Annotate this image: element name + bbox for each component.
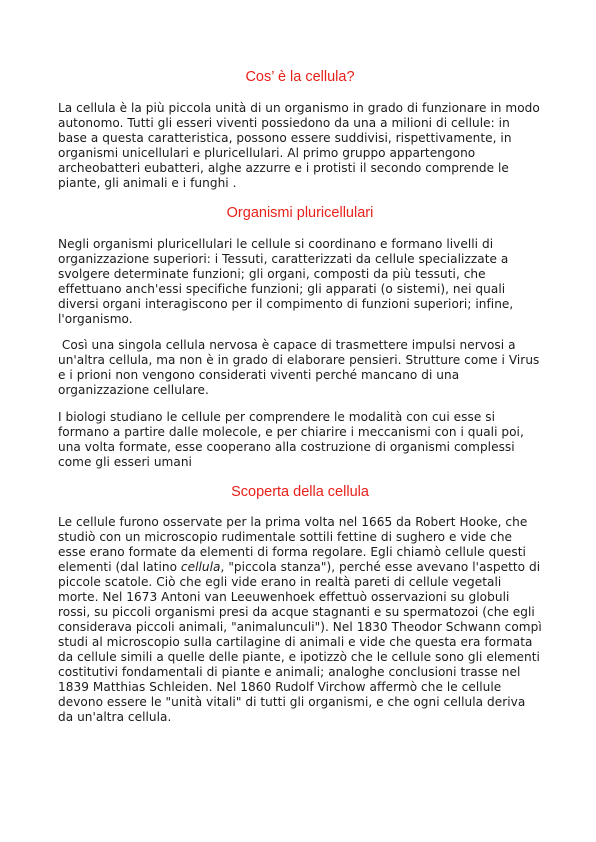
- section-heading-discovery: Scoperta della cellula: [231, 484, 369, 500]
- discovery-text-start: Le cellule furono osservate per la prima volta nel 1665 da Robert Hooke, che studiò con un microscopio rudimentale sottili fettine di sughero e vide che esse erano formate da elementi di forma regolare. Egli chiamò cellule questi elementi (dal latino: [58, 515, 528, 574]
- organisms-paragraph-3: I biologi studiano le cellule per comprendere le modalità con cui esse si formano a partire dalle molecole, e per chiarire i meccanismi con i quali poi, una volta formate, esse cooperano alla costruzione di organismi complessi come gli esseri umani: [58, 410, 524, 469]
- latin-term: cellula: [180, 560, 221, 574]
- organisms-paragraph-2: Così una singola cellula nervosa è capace di trasmettere impulsi nervosi a un'altra cellula, ma non è in grado di elaborare pensieri. Strutture come i Virus e i prioni non vengono considerati viventi perché mancano di una organizzazione cellulare.: [58, 338, 544, 397]
- organisms-paragraph-1: Negli organismi pluricellulari le cellule si coordinano e formano livelli di organizzazione superiori: i Tessuti, caratterizzati da cellule specializzate a svolgere determinate funzioni; gli organi, composti da più tessuti, che effettuano anch'essi specifiche funzioni; gli apparati (o sistemi), nei quali diversi organi interagiscono per il compimento di funzioni superiori; infine, l'organismo.: [58, 237, 514, 326]
- discovery-paragraph: [58, 515, 542, 725]
- discovery-text-end: , "piccola stanza"), perché esse avevano l'aspetto di piccole scatole. Ciò che egli vide erano in realtà pareti di cellule vegetali morte. Nel 1673 Antoni van Leeuwenhoek effettuò osservazioni su globuli rossi, su piccoli organismi presi da acque stagnanti e su spermatozoi (che egli considerava piccoli animali, "animalunculi"). Nel 1830 Theodor Schwann compì studi al microscopio sulla cartilagine di animali e vide che questa era formata da cellule simili a quelle delle piante, e ipotizzò che le cellule sono gli elementi costitutivi fondamentali di piante e animali; analoghe conclusioni trasse nel 1839 Matthias Schleiden. Nel 1860 Rudolf Virchow affermò che le cellule devono essere le "unità vitali" di tutti gli organismi, e che ogni cellula deriva da un'altra cellula.: [58, 560, 542, 724]
- page-title: Cos’ è la cellula?: [245, 69, 355, 85]
- intro-paragraph: La cellula è la più piccola unità di un organismo in grado di funzionare in modo autonomo. Tutti gli esseri viventi possiedono da una a milioni di cellule: in base a questa caratteristica, possono essere suddivisi, rispettivamente, in organismi unicellulari e pluricellulari. Al primo gruppo appartengono archeobatteri eubatteri, alghe azzurre e i protisti il secondo comprende le piante, gli animali e i funghi .: [58, 101, 540, 190]
- section-heading-organisms: Organismi pluricellulari: [226, 205, 374, 221]
